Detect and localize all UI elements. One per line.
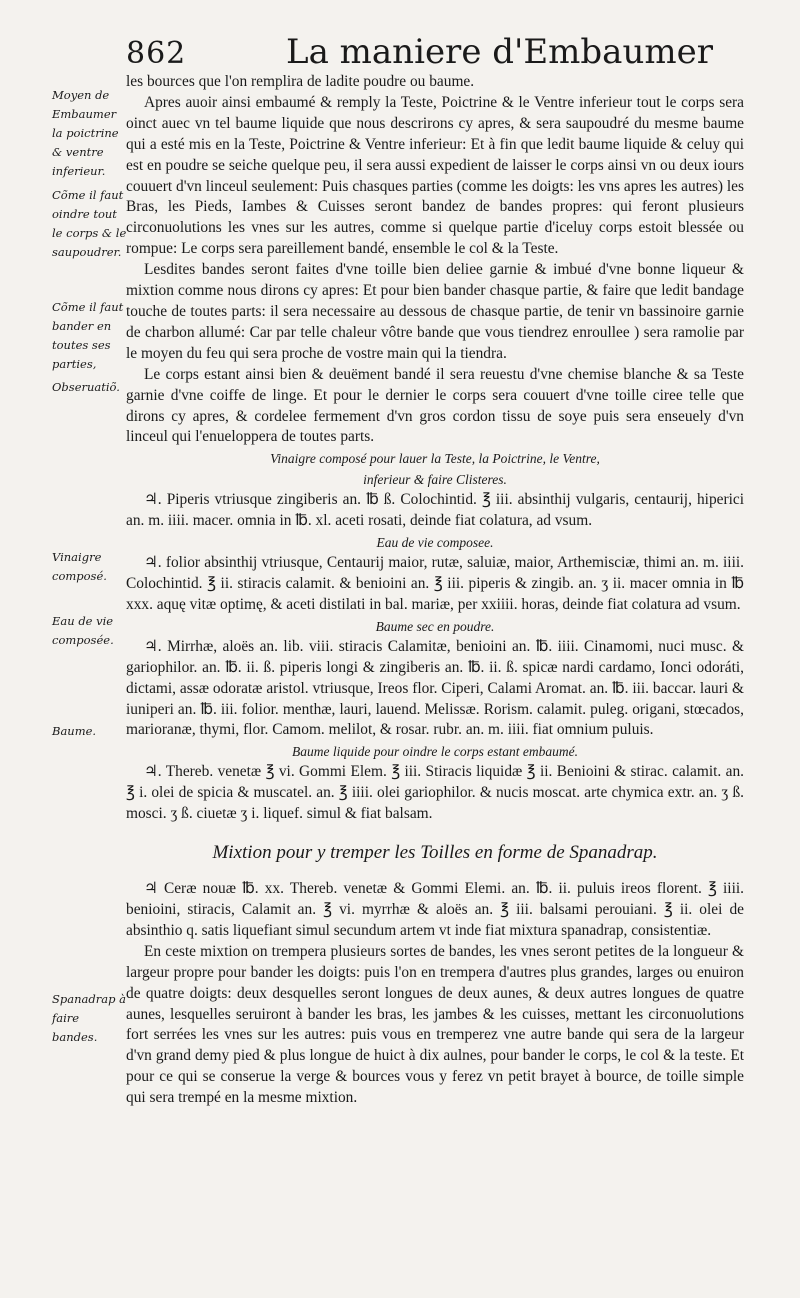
section-heading-major: Mixtion pour y tremper les Toilles en forme de Spanadrap. — [212, 842, 658, 864]
section-heading: Baume liquide pour oindre le corps estant embaumé. — [292, 744, 578, 760]
main-text — [126, 72, 744, 1109]
paragraph: Le corps estant ainsi bien & deuëment bandé il sera reuestu d'vne chemise blanche & sa Teste garnie d'vne coiffe de linge. Et pour le dernier le corps sera couuert d'vne toille ciree telle que dirons cy apres, & cordelee fermement d'vn gros cordon tissu de soye puis sera enseuely d'vn linceul qui l'enueloppera de toutes parts. — [126, 365, 744, 446]
paragraph: les bources que l'on remplira de ladite poudre ou baume. — [126, 73, 475, 90]
running-title: La maniere d'Embaumer — [286, 32, 713, 72]
section-heading: Eau de vie composee. — [376, 535, 494, 551]
recipe: ♃. Mirrhæ, aloës an. lib. viii. stiracis Calamitæ, benioini an. ℔. iiii. Cinamomi, nuci musc. & gariophilor. an. ℔. ii. ß. piperis longi & zingiberis an. ℔. ii. ß. spicæ nardi cardamo, Ionci odoráti, dictami, assæ odoratæ aristol. vtriusque, Ireos flor. Ciperi, Calami Aromat. an. ℔. iii. baccar. lauri & iuniperi an. ℔. iii. folior. menthæ, lauri, lauend. Melissæ. Rorism. calamit. puleg. origani, stœcados, marioranæ, thymi, flor. Camom. melilot, & rosar. rubr. an. m. iiii. fiat omnium puluis. — [126, 637, 744, 739]
margin-note-oindre: Cõme il faut oindre tout le corps & le saupoudrer. — [52, 188, 127, 259]
section-heading: Vinaigre composé pour lauer la Teste, la Poictrine, le Ventre, — [270, 451, 600, 467]
recipe: ♃. Piperis vtriusque zingiberis an. ℔ ß. Colochintid. ℥ iii. absinthij vulgaris, centaurij, hiperici an. m. iiii. macer. omnia in ℔. xl. aceti rosati, deinde fiat colatura, ad vsum. — [126, 491, 744, 530]
margin-note-eau-de-vie: Eau de vie composée. — [52, 614, 114, 647]
margin-note-spanadrap: Spanadrap à faire bandes. — [52, 992, 126, 1044]
paragraph: Apres auoir ainsi embaumé & remply la Teste, Poictrine & le Ventre inferieur tout le corps sera oinct auec vn tel baume liquide que nous descrirons cy apres, & sera saupoudré du mesme baume qui a esté mis en la Teste, Poictrine & Ventre inferieur: Et à fin que ledit baume liquide & celuy qui est en poudre se seiche quelque peu, il sera aussi expedient de laisser le corps ainsi vn ou deux iours couuert d'vn linceul seulement: Puis chasques parties (comme les doigts: les vns apres les autres) les Bras, les Pieds, Iambes & Cuisses seront bandez de bandes propres: qui feront plusieurs circonuolutions les vnes sur les autres, comme si quelque partie d'iceluy corps estoit blessée ou rompue: Le corps sera pareillement bandé, ensemble le col & la Teste. — [126, 93, 744, 258]
section-heading: Baume sec en poudre. — [375, 618, 495, 634]
margin-note-observation: Obseruatiõ. — [52, 380, 120, 394]
recipe: ♃. Thereb. venetæ ℥ vi. Gommi Elem. ℥ iii. Stiracis liquidæ ℥ ii. Benioini & stirac. calamit. an. ℥ i. olei de spicia & muscatel. an. ℥ iiii. olei gariophilor. & nucis moscat. arte chymica extr. an. ʒ ß. mosci. ʒ ß. ciuetæ ʒ i. liquef. simul & fiat balsam. — [126, 763, 744, 823]
section-heading: inferieur & faire Clisteres. — [363, 472, 507, 488]
margin-note-bander: Cõme il faut bander en toutes ses parties, — [52, 300, 124, 371]
recipe: ♃ Ceræ nouæ ℔. xx. Thereb. venetæ & Gommi Elemi. an. ℔. ii. puluis ireos florent. ℥ iiii. benioini, stiracis, Calamit an. ℥ vi. myrrhæ & aloës an. ℥ iii. balsami perouiani. ℥ ii. olei de absinthio q. satis liquefiant simul secundum artem vt inde fiat mixtura spanadrap, consistentiæ. — [126, 880, 744, 939]
margin-note-moyen: Moyen de Embaumer la poictrine & ventre inferieur. — [52, 88, 119, 178]
margin-note-vinaigre: Vinaigre composé. — [52, 550, 107, 583]
page-number: 862 — [126, 36, 187, 71]
recipe: ♃. folior absinthij vtriusque, Centaurij maior, rutæ, saluiæ, maior, Arthemisciæ, thimi an. m. iiii. Colochintid. ℥ ii. stiracis calamit. & benioini an. ℥ iii. piperis & zingib. an. ʒ ii. macer omnia in ℔ xxx. aquę vitæ optimę, & aceti distilati in bal. mariæ, per xxiiii. horas, deinde fiat colatura ad vsum. — [126, 554, 744, 613]
paragraph: En ceste mixtion on trempera plusieurs sortes de bandes, les vnes seront petites de la longueur & largeur propre pour bander les doigts: puis l'on en trempera d'autres plus grandes, larges ou enuiron de quatre doigts: deux desquelles seront longues de deux aunes, & deux autres longues de quatre aunes, lesquelles seruiront à bander les bras, les jambes & les cuisses, mettant les circonuolutions fort serrées les vnes sur les autres: puis vous en tremperez vne autre bande qui sera de la largeur d'vn grand demy pied & plus longue de huict à dix aulnes, pour bander le corps, le col & la teste. Et pour ce qui se conserue la verge & bources vous y ferez vn petit brayet à bource, de toille simple qui sera trempé en la mesme mixtion. — [126, 942, 744, 1107]
page-header — [126, 30, 766, 72]
margin-note-baume: Baume. — [52, 724, 97, 738]
paragraph: Lesdites bandes seront faites d'vne toille bien deliee garnie & imbué d'vne bonne liqueur & mixtion comme nous dirons cy apres: Et pour bien bander chasque partie, & faire que ledit bandage touche de toutes parts: il sera necessaire au dessous de chasque partie, de tenir vn bassinoire garnie de charbon allumé: Car par telle chaleur vôtre bande que vous tiendrez enroullee ) sera ramolie par le moyen du feu qui sera proche de vostre main qui la tiendra. — [126, 261, 744, 362]
